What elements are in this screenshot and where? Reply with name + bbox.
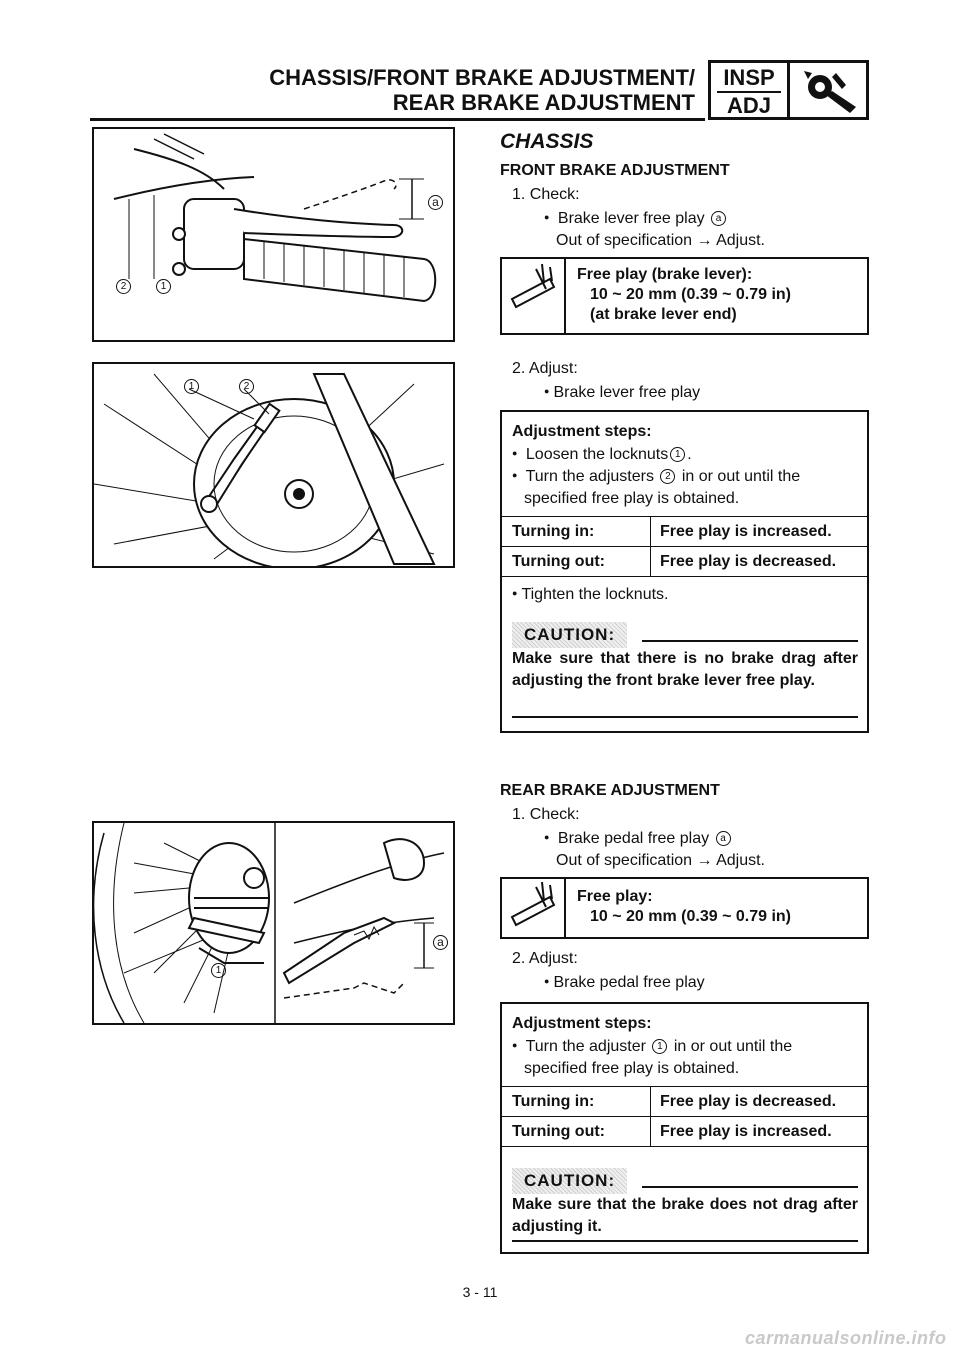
figure-rear-brake xyxy=(92,821,455,1025)
rear-step-a: ● Turn the adjuster 1 in or out until the xyxy=(512,1036,857,1059)
front-spec-note: (at brake lever end) xyxy=(590,306,737,323)
rear-table-action-1: Turning out: xyxy=(512,1123,605,1140)
rear-step1-item: ● Brake pedal free play a xyxy=(544,828,733,851)
rear-step2-label: 2. Adjust: xyxy=(512,950,578,967)
front-step1-label: 1. Check: xyxy=(512,186,580,203)
figure-brake-lever xyxy=(92,127,455,342)
page-number: 3 - 11 xyxy=(462,1284,498,1300)
rear-spec-title: Free play: xyxy=(577,888,653,905)
rear-step1-label: 1. Check: xyxy=(512,806,580,823)
front-step-b: ● Turn the adjusters 2 in or out until the xyxy=(512,466,857,489)
badge-insp: INSP xyxy=(723,65,775,90)
front-spec-value: 10 ~ 20 mm (0.39 ~ 0.79 in) xyxy=(590,286,792,303)
front-spec-box xyxy=(500,257,869,335)
rear-adjustment-box xyxy=(500,1002,869,1254)
caliper-icon xyxy=(502,259,566,333)
fig2-label-1: 1 xyxy=(184,379,199,394)
front-spec-title: Free play (brake lever): xyxy=(577,266,753,283)
front-step1-item: ● Brake lever free play a xyxy=(544,208,728,231)
front-table-result-1: Free play is decreased. xyxy=(660,553,837,570)
watermark: carmanualsonline.info xyxy=(745,1328,947,1348)
front-table-action-0: Turning in: xyxy=(512,523,595,540)
front-adjustment-box xyxy=(500,410,869,733)
header-rule xyxy=(90,118,705,121)
wrench-icon xyxy=(790,63,866,117)
fig3-label-a: a xyxy=(433,935,448,950)
rear-table-result-0: Free play is decreased. xyxy=(660,1093,837,1110)
front-caution-text: Make sure that there is no brake drag after adjusting the front brake lever free play. xyxy=(512,650,858,689)
fig1-label-1: 1 xyxy=(156,279,171,294)
front-step1-note: Out of specification → Adjust. xyxy=(556,232,765,249)
front-caution-label: CAUTION: xyxy=(512,622,627,648)
fig1-label-a: a xyxy=(428,195,443,210)
fig1-label-2: 2 xyxy=(116,279,131,294)
front-steps-title: Adjustment steps: xyxy=(512,423,652,440)
fig3-label-1: 1 xyxy=(211,963,226,978)
rear-table-action-0: Turning in: xyxy=(512,1093,595,1110)
front-step-a: ● Loosen the locknuts 1 . xyxy=(512,444,692,467)
rear-table-result-1: Free play is increased. xyxy=(660,1123,832,1140)
section-title: CHASSIS xyxy=(500,130,594,153)
rear-caution-text: Make sure that the brake does not drag after adjusting it. xyxy=(512,1196,858,1235)
rear-heading: REAR BRAKE ADJUSTMENT xyxy=(500,782,720,799)
rear-spec-box xyxy=(500,877,869,939)
badge-adj: ADJ xyxy=(726,93,771,118)
rear-spec-value: 10 ~ 20 mm (0.39 ~ 0.79 in) xyxy=(590,908,792,925)
front-table-result-0: Free play is increased. xyxy=(660,523,832,540)
front-table-action-1: Turning out: xyxy=(512,553,605,570)
front-step2-item: ● Brake lever free play xyxy=(544,382,700,405)
ref-a: a xyxy=(711,211,726,226)
figure-front-brake-drum xyxy=(92,362,455,568)
front-step-b-line2: specified free play is obtained. xyxy=(524,490,740,507)
header-title-line2: REAR BRAKE ADJUSTMENT xyxy=(392,90,695,115)
insp-adj-badge xyxy=(708,60,790,120)
rear-steps-title: Adjustment steps: xyxy=(512,1015,652,1032)
rear-step1-note: Out of specification → Adjust. xyxy=(556,852,765,869)
wrench-badge xyxy=(787,60,869,120)
front-heading: FRONT BRAKE ADJUSTMENT xyxy=(500,162,730,179)
front-step2-label: 2. Adjust: xyxy=(512,360,578,377)
fig2-label-2: 2 xyxy=(239,379,254,394)
front-step-c: ● Tighten the locknuts. xyxy=(512,584,668,607)
header-title-line1: CHASSIS/FRONT BRAKE ADJUSTMENT/ xyxy=(269,65,695,90)
rear-step-a-line2: specified free play is obtained. xyxy=(524,1060,740,1077)
rear-step2-item: ● Brake pedal free play xyxy=(544,972,705,995)
ref-a: a xyxy=(716,831,731,846)
caliper-icon xyxy=(502,879,566,937)
rear-caution-label: CAUTION: xyxy=(512,1168,627,1194)
